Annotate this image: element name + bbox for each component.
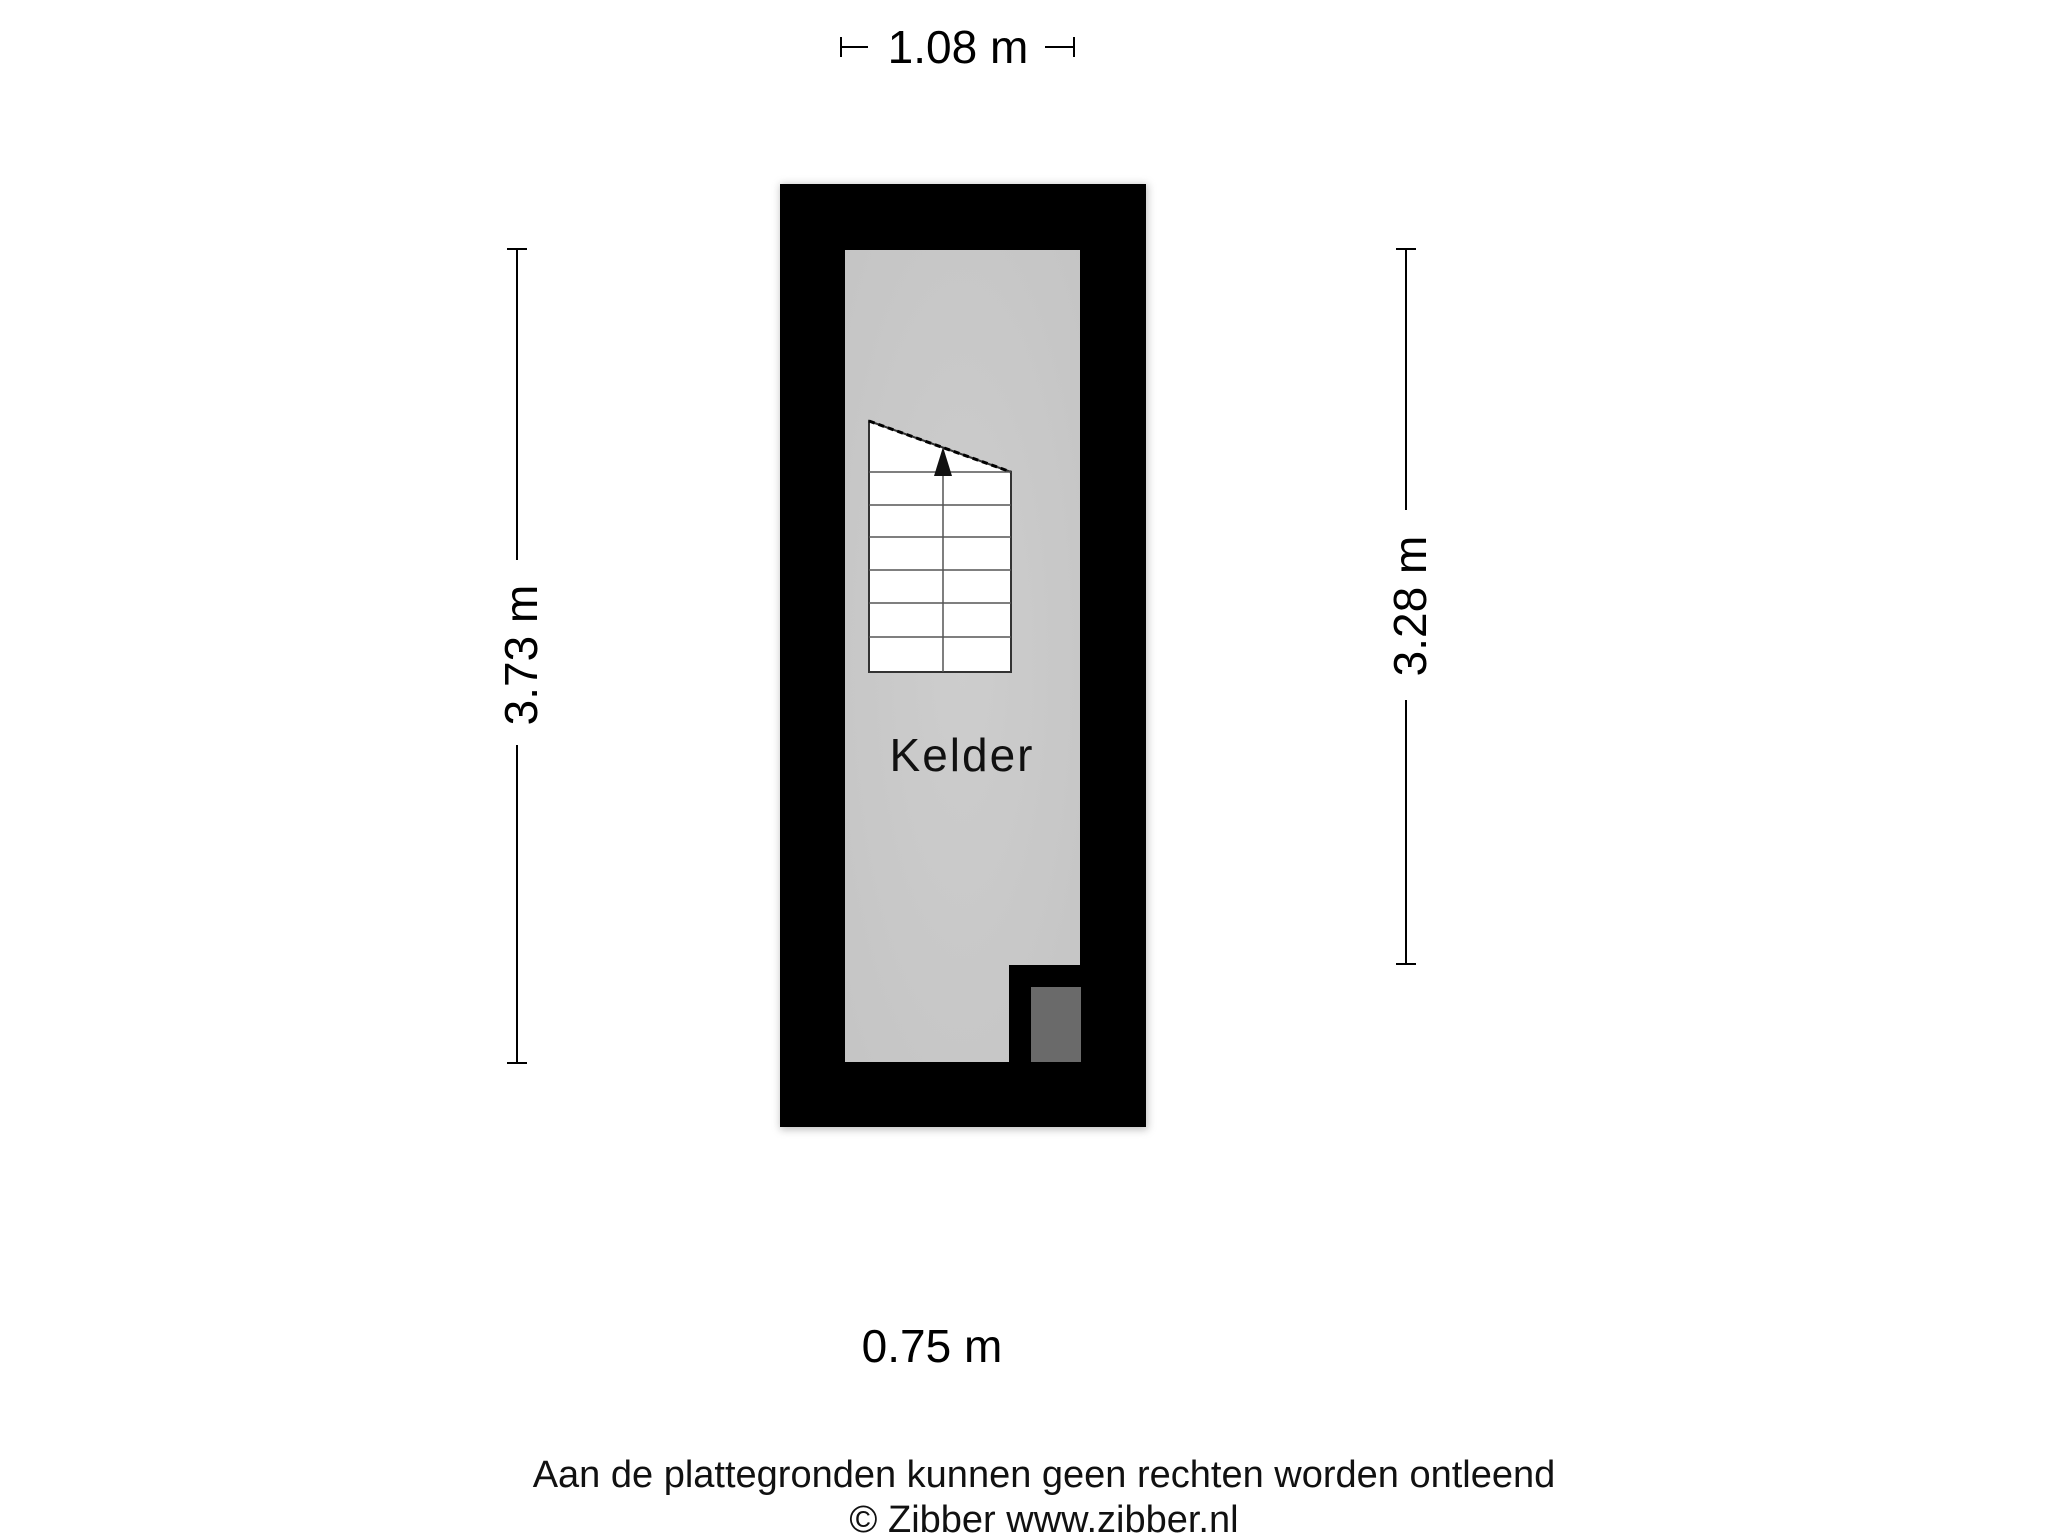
left-height-label: 3.73 m bbox=[495, 584, 547, 726]
room-label-kelder: Kelder bbox=[889, 729, 1035, 781]
disclaimer-text: Aan de plattegronden kunnen geen rechten worden ontleend bbox=[532, 1454, 1556, 1496]
top-width-label: 1.08 m bbox=[887, 21, 1029, 73]
copyright-text: © Zibber www.zibber.nl bbox=[849, 1499, 1239, 1536]
right-height-dimension bbox=[1384, 249, 1436, 964]
top-width-dimension bbox=[841, 21, 1074, 73]
left-height-dimension bbox=[495, 249, 547, 1063]
right-height-label: 3.28 m bbox=[1384, 535, 1436, 677]
bottom-width-label: 0.75 m bbox=[861, 1320, 1003, 1372]
shaft-opening bbox=[1031, 987, 1081, 1062]
